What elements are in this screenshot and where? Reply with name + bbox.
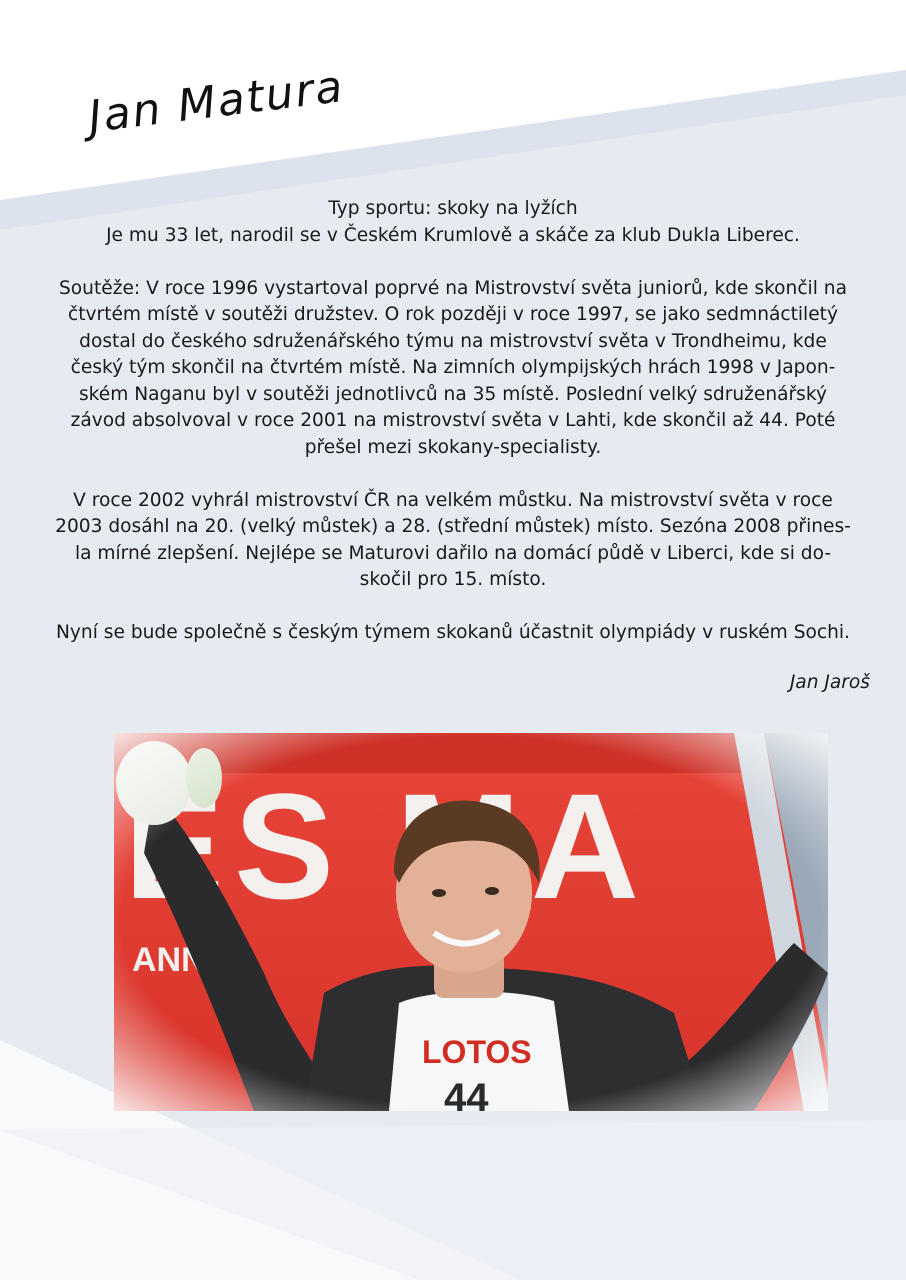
paragraph-competitions-line: český tým skončil na čtvrtém místě. Na zimních olympijských hrách 1998 v Japon-	[70, 357, 836, 378]
paragraph-competitions-line: ském Naganu byl v soutěži jednotlivců na 35 místě. Poslední velký sdruženářský	[79, 383, 827, 405]
paragraph-career-line: la mírné zlepšení. Nejlépe se Maturovi dařilo na domácí půdě v Liberci, kde si do-	[74, 542, 832, 564]
paragraph-career-line: skočil pro 15. místo.	[359, 569, 547, 590]
paragraph-competitions-line: závod absolvoval v roce 2001 na mistrovství světa v Lahti, kde skončil až 44. Poté	[70, 410, 836, 431]
bio-line: Je mu 33 let, narodil se v Českém Krumlově a skáče za klub Dukla Liberec.	[106, 224, 800, 246]
sport-line: Typ sportu: skoky na lyžích	[328, 198, 578, 219]
paragraph-career-line: V roce 2002 vyhrál mistrovství ČR na velkém můstku. Na mistrovství světa v roce	[73, 489, 833, 511]
paragraph-future: Nyní se bude společně s českým týmem skokanů účastnit olympiády v ruském Sochi.	[56, 622, 850, 643]
paragraph-competitions-line: Soutěže: V roce 1996 vystartoval poprvé na Mistrovství světa juniorů, kde skončil na	[59, 277, 847, 299]
page-title: Jan Matura	[85, 61, 348, 144]
author-signature: Jan Jaroš	[789, 672, 870, 693]
paragraph-career-line: 2003 dosáhl na 20. (velký můstek) a 28. (střední můstek) místo. Sezóna 2008 přines-	[55, 516, 851, 537]
article-body	[30, 196, 876, 647]
paragraph-competitions-line: dostal do českého sdruženářského týmu na mistrovství světa v Trondheimu, kde	[79, 330, 827, 352]
paragraph-competitions-line: čtvrtém místě v soutěži družstev. O rok později v roce 1997, se jako sedmnáctiletý	[68, 304, 838, 325]
paragraph-competitions-line: přešel mezi skokany-specialisty.	[304, 436, 602, 458]
athlete-photo	[114, 733, 828, 1111]
